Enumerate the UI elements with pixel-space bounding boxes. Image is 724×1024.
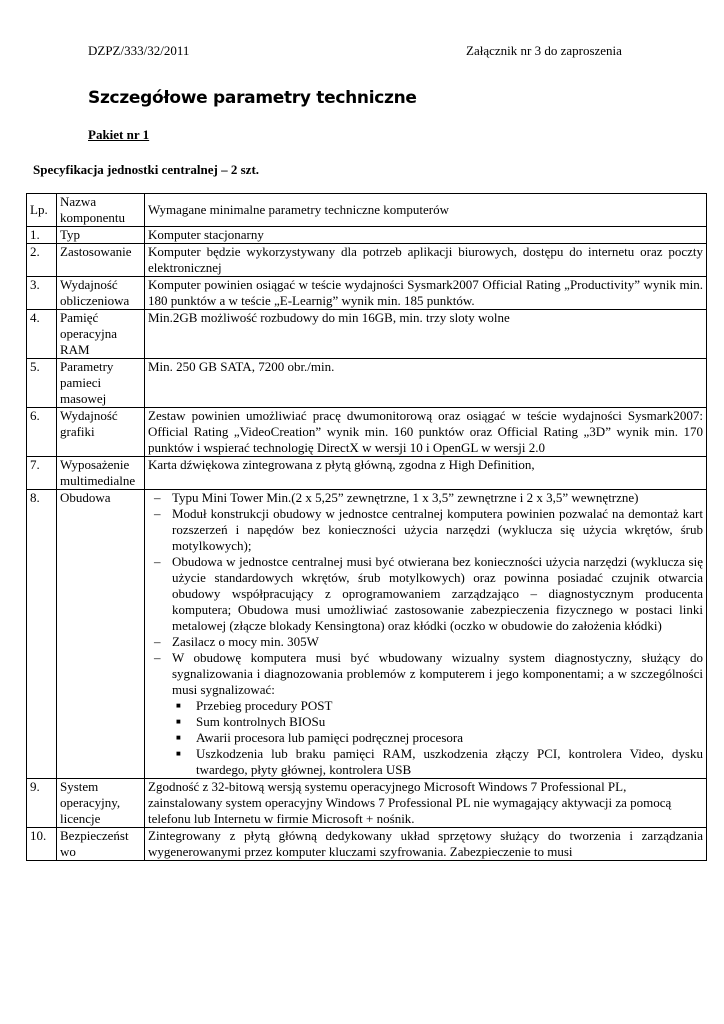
- document-reference: DZPZ/333/32/2011: [88, 43, 190, 58]
- list-item: – Moduł konstrukcji obudowy w jednostce centralnej komputera powinien pozwalać na demontaż kart rozszerzeń i napędów bez konieczności użycia narzędzi (wyklucza się użycia wkrętów, śrub motylkowych);: [148, 506, 703, 554]
- attachment-label: Załącznik nr 3 do zaproszenia: [466, 43, 622, 58]
- col-header-name: Nazwa komponentu: [57, 194, 145, 227]
- list-item: – Zasilacz o mocy min. 305W: [148, 634, 703, 650]
- row-req-list: [145, 490, 707, 779]
- table-row: [27, 277, 707, 310]
- row-lp: 1.: [27, 227, 57, 244]
- row-req: Min.2GB możliwość rozbudowy do min 16GB, min. trzy sloty wolne: [145, 310, 707, 359]
- row-req: Zintegrowany z płytą główną dedykowany układ sprzętowy służący do tworzenia i zarządzania wygenerowanymi przez komputer kluczami szyfrowania. Zabezpieczenie to musi: [145, 828, 707, 861]
- list-item: – Typu Mini Tower Min.(2 x 5,25” zewnętrzne, 1 x 3,5” zewnętrzne i 2 x 3,5” wewnętrzne): [148, 490, 703, 506]
- row-name: Parametry pamieci masowej: [57, 359, 145, 408]
- row-lp: 2.: [27, 244, 57, 277]
- row-req: Zgodność z 32-bitową wersją systemu operacyjnego Microsoft Windows 7 Professional PL, zainstalowany system operacyjny Windows 7 Professional PL nie wymagający aktywacji za pomocą telefonu lub Internetu w firmie Microsoft + nośnik.: [145, 779, 707, 828]
- row-name: Wydajność obliczeniowa: [57, 277, 145, 310]
- row-name: Obudowa: [57, 490, 145, 779]
- row-lp: 4.: [27, 310, 57, 359]
- table-row: [27, 408, 707, 457]
- row-req: Min. 250 GB SATA, 7200 obr./min.: [145, 359, 707, 408]
- table-row: [27, 779, 707, 828]
- sub-list-item: ■ Awarii procesora lub pamięci podręcznej procesora: [172, 730, 703, 746]
- row-name: Zastosowanie: [57, 244, 145, 277]
- row-lp: 8.: [27, 490, 57, 779]
- row-name: System operacyjny, licencje: [57, 779, 145, 828]
- diagnostic-signals-list: [172, 698, 703, 778]
- table-row: [27, 490, 707, 779]
- sub-list-item: ■ Przebieg procedury POST: [172, 698, 703, 714]
- list-item-with-sublist: [148, 650, 703, 778]
- package-label: Pakiet nr 1: [88, 127, 150, 142]
- housing-requirements-list: [148, 490, 703, 778]
- row-lp: 10.: [27, 828, 57, 861]
- spec-table: [26, 193, 707, 861]
- table-row: [27, 828, 707, 861]
- row-name: Bezpieczeńst wo: [57, 828, 145, 861]
- row-lp: 6.: [27, 408, 57, 457]
- row-req: Komputer powinien osiągać w teście wydajności Sysmark2007 Official Rating „Productivity” wynik min. 180 punktów a w teście „E-Learnig” wynik min. 185 punktów.: [145, 277, 707, 310]
- list-item-text: W obudowę komputera musi być wbudowany wizualny system diagnostyczny, służący do sygnalizowania i diagnozowania problemów z komputerem i jego komponentami; a w szczególności musi sygnalizować:: [172, 650, 703, 697]
- row-lp: 7.: [27, 457, 57, 490]
- row-name: Wyposażenie multimedialne: [57, 457, 145, 490]
- row-lp: 9.: [27, 779, 57, 828]
- spec-heading: Specyfikacja jednostki centralnej – 2 szt.: [33, 162, 260, 177]
- row-req: Karta dźwiękowa zintegrowana z płytą główną, zgodna z High Definition,: [145, 457, 707, 490]
- table-row: [27, 310, 707, 359]
- row-name: Pamięć operacyjna RAM: [57, 310, 145, 359]
- table-header-row: [27, 194, 707, 227]
- list-item: – Obudowa w jednostce centralnej musi być otwierana bez konieczności użycia narzędzi (wyklucza się użycie standardowych wkrętów, śrub motylkowych) oraz powinna posiadać czujnik otwarcia obudowy współpracujący z oprogramowaniem zarządzająco – diagnostycznym producenta komputera; Obudowa musi umożliwiać zastosowanie zabezpieczenia fizycznego w postaci linki metalowej (złącze blokady Kensingtona) oraz kłódki (oczko w obudowie do założenia kłódki): [148, 554, 703, 634]
- sub-list-item: ■ Uszkodzenia lub braku pamięci RAM, uszkodzenia złączy PCI, kontrolera Video, dysku twardego, płyty głównej, kontrolera USB: [172, 746, 703, 778]
- col-header-req: Wymagane minimalne parametry techniczne komputerów: [145, 194, 707, 227]
- row-lp: 5.: [27, 359, 57, 408]
- col-header-lp: Lp.: [27, 194, 57, 227]
- table-row: [27, 457, 707, 490]
- row-name: Wydajność grafiki: [57, 408, 145, 457]
- row-req: Komputer będzie wykorzystywany dla potrzeb aplikacji biurowych, dostępu do internetu oraz poczty elektronicznej: [145, 244, 707, 277]
- row-name: Typ: [57, 227, 145, 244]
- row-req: Komputer stacjonarny: [145, 227, 707, 244]
- table-row: [27, 227, 707, 244]
- row-req: Zestaw powinien umożliwiać pracę dwumonitorową oraz osiągać w teście wydajności Sysmark2007: Official Rating „VideoCreation” wynik min. 160 punktów oraz Official Rating „3D” wynik min. 170 punktów i wspierać technologię DirectX w wersji 10 i OpenGL w wersji 2.0: [145, 408, 707, 457]
- sub-list-item: ■ Sum kontrolnych BIOSu: [172, 714, 703, 730]
- page-title: Szczegółowe parametry techniczne: [88, 88, 417, 108]
- table-row: [27, 244, 707, 277]
- row-lp: 3.: [27, 277, 57, 310]
- table-row: [27, 359, 707, 408]
